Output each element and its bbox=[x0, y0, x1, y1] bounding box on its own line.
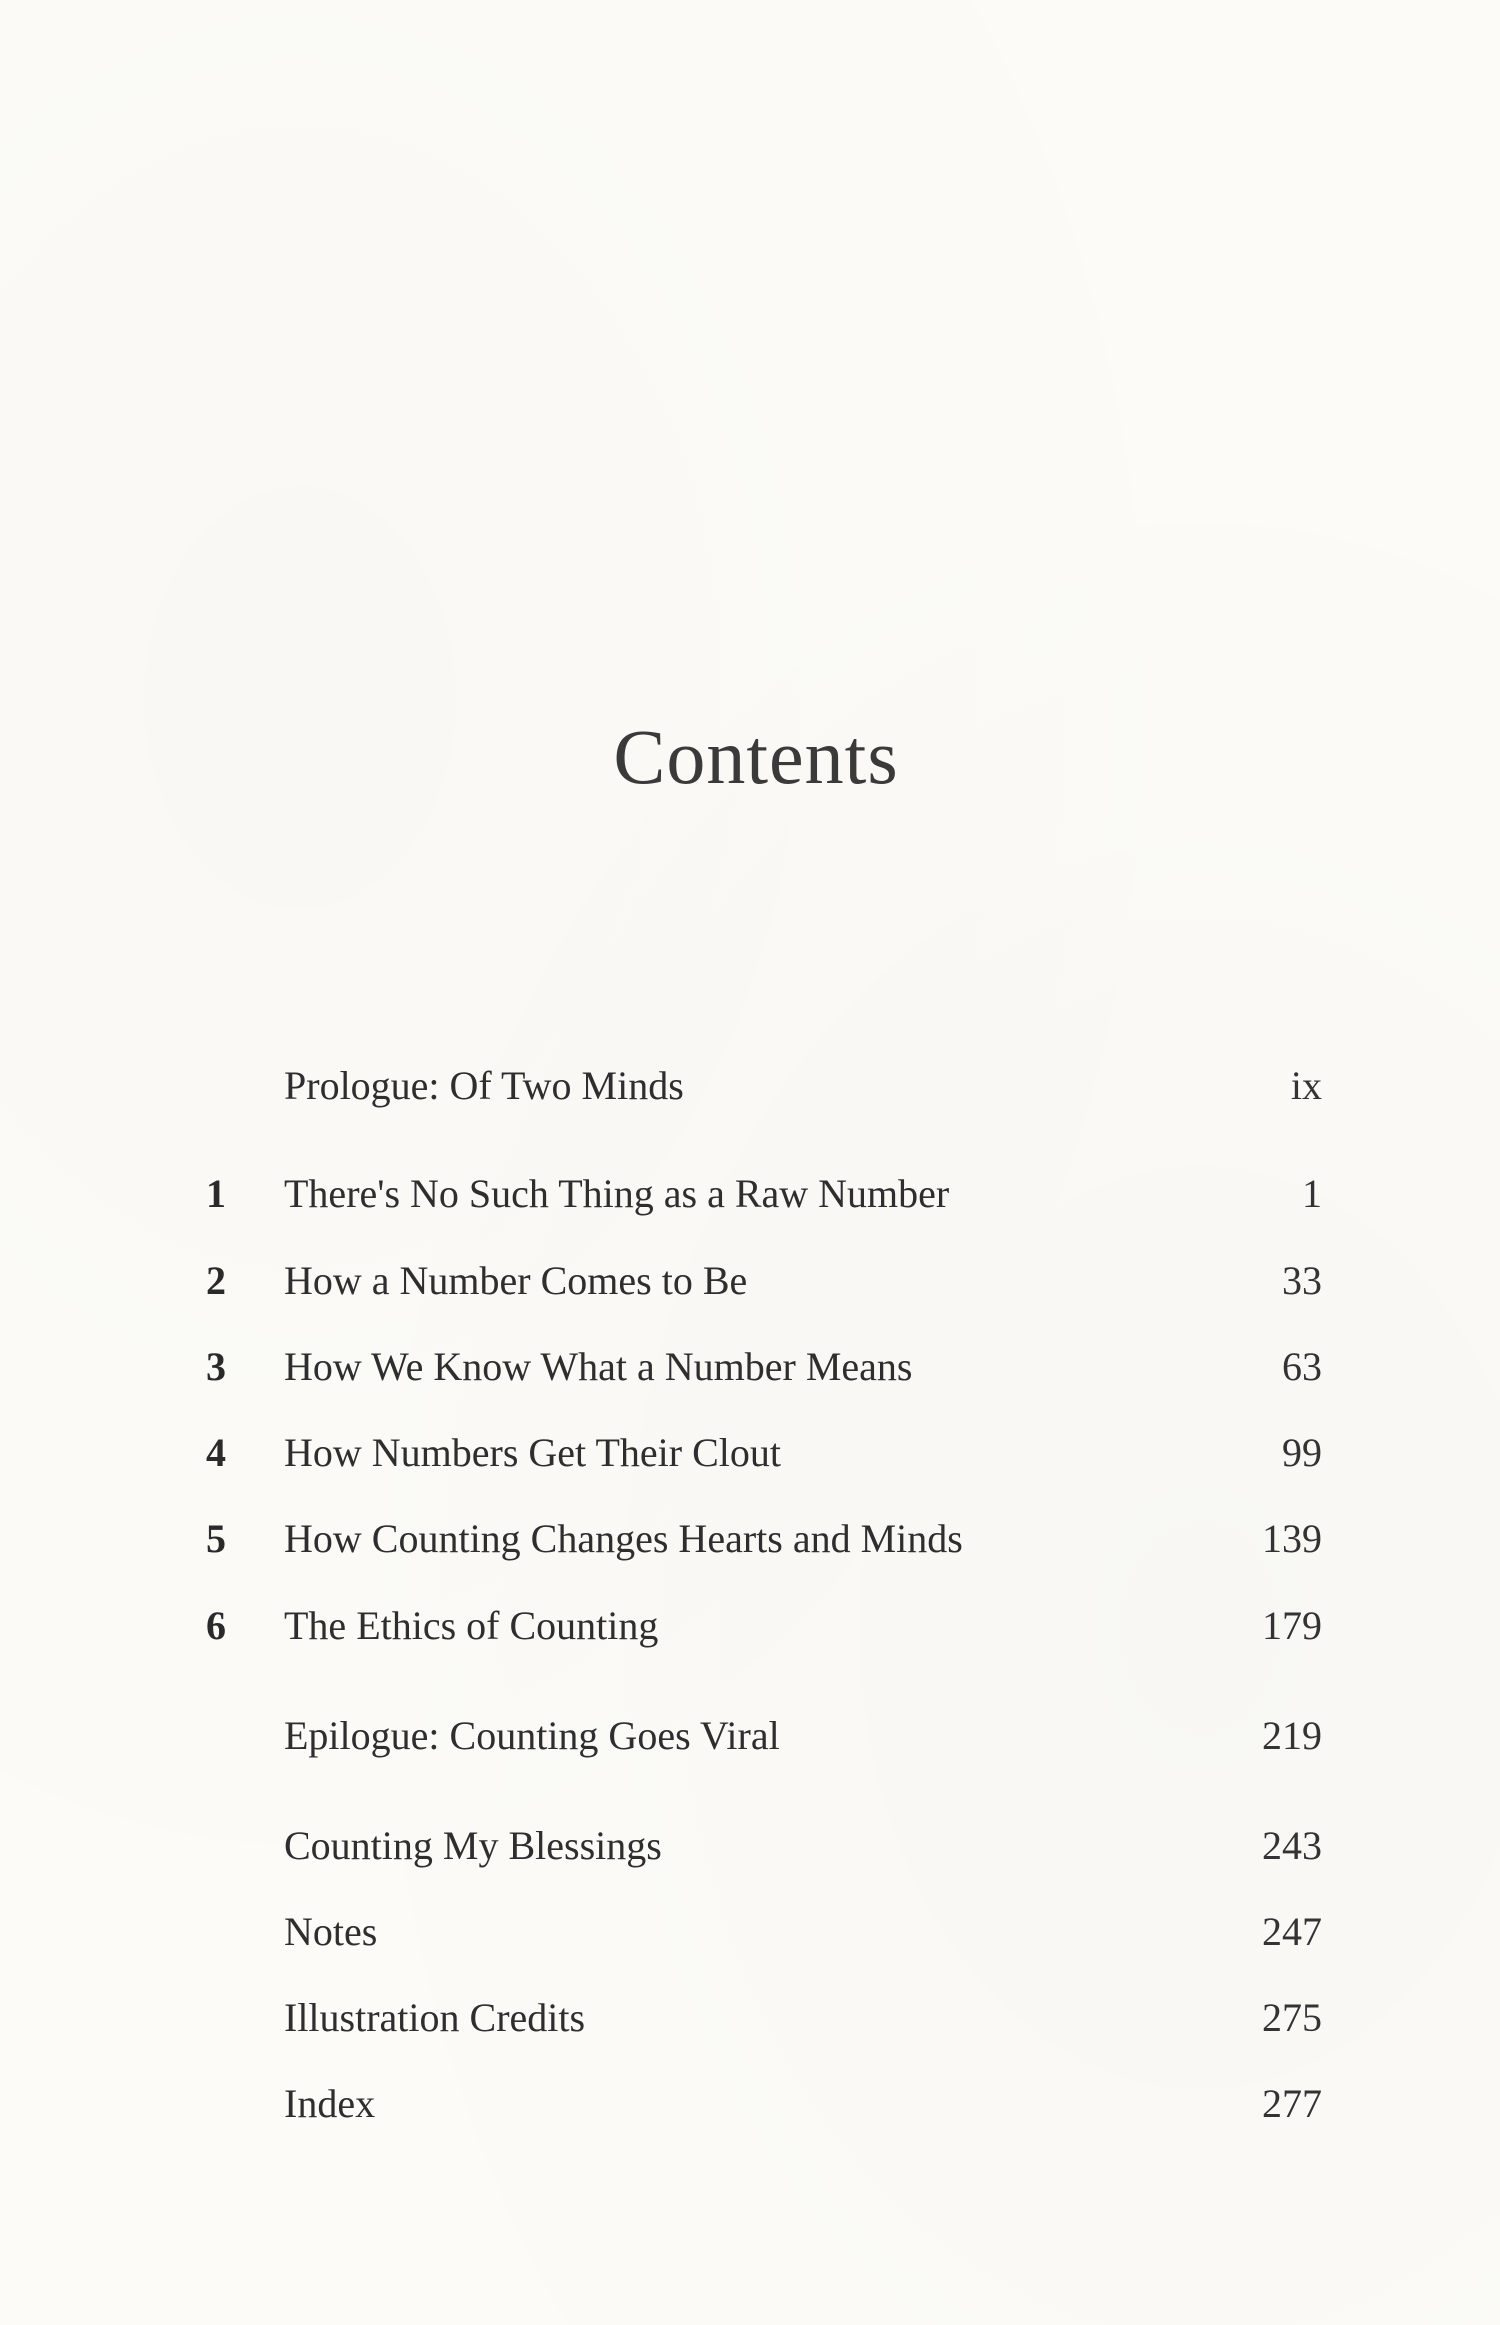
entry-title: Prologue: Of Two Minds bbox=[284, 1063, 684, 1108]
toc-entry-chapter-4 bbox=[0, 1423, 1500, 1483]
entry-page-number: 243 bbox=[1262, 1823, 1322, 1868]
entry-title: There's No Such Thing as a Raw Number bbox=[284, 1171, 950, 1216]
entry-title: How We Know What a Number Means bbox=[284, 1344, 913, 1389]
entry-title: How Numbers Get Their Clout bbox=[284, 1430, 781, 1475]
page-title: Contents bbox=[613, 713, 899, 800]
entry-page-number: 219 bbox=[1262, 1713, 1322, 1758]
toc-entry-chapter-1 bbox=[0, 1164, 1500, 1224]
chapter-number: 6 bbox=[206, 1603, 226, 1648]
entry-page-number: 275 bbox=[1262, 1995, 1322, 2040]
toc-entry-chapter-6 bbox=[0, 1596, 1500, 1656]
toc-entry-epilogue bbox=[0, 1706, 1500, 1766]
entry-title: Illustration Credits bbox=[284, 1995, 586, 2040]
toc-entry-prologue bbox=[0, 1056, 1500, 1116]
entry-title: The Ethics of Counting bbox=[284, 1603, 659, 1648]
entry-title: Index bbox=[284, 2081, 376, 2126]
entry-page-number: 63 bbox=[1282, 1344, 1322, 1389]
entry-page-number: 179 bbox=[1262, 1603, 1322, 1648]
toc-entry-illustration-credits bbox=[0, 1988, 1500, 2048]
entry-title: Epilogue: Counting Goes Viral bbox=[284, 1713, 780, 1758]
toc-entry-chapter-2 bbox=[0, 1251, 1500, 1311]
toc-entry-chapter-5 bbox=[0, 1509, 1500, 1569]
entry-page-number: 33 bbox=[1282, 1258, 1322, 1303]
entry-page-number: 1 bbox=[1302, 1171, 1322, 1216]
toc-entry-chapter-3 bbox=[0, 1337, 1500, 1397]
chapter-number: 2 bbox=[206, 1258, 226, 1303]
chapter-number: 3 bbox=[206, 1344, 226, 1389]
chapter-number: 5 bbox=[206, 1516, 226, 1561]
entry-title: How a Number Comes to Be bbox=[284, 1258, 748, 1303]
entry-page-number: 277 bbox=[1262, 2081, 1322, 2126]
entry-page-number: 247 bbox=[1262, 1909, 1322, 1954]
entry-page-number: ix bbox=[1290, 1063, 1322, 1108]
entry-page-number: 99 bbox=[1282, 1430, 1322, 1475]
entry-title: Notes bbox=[284, 1909, 378, 1954]
chapter-number: 4 bbox=[206, 1430, 226, 1475]
entry-page-number: 139 bbox=[1262, 1516, 1322, 1561]
entry-title: Counting My Blessings bbox=[284, 1823, 662, 1868]
toc-entry-index bbox=[0, 2074, 1500, 2134]
entry-title: How Counting Changes Hearts and Minds bbox=[284, 1516, 963, 1561]
toc-entry-notes bbox=[0, 1902, 1500, 1962]
toc-entry-acknowledgments bbox=[0, 1816, 1500, 1876]
chapter-number: 1 bbox=[206, 1171, 226, 1216]
